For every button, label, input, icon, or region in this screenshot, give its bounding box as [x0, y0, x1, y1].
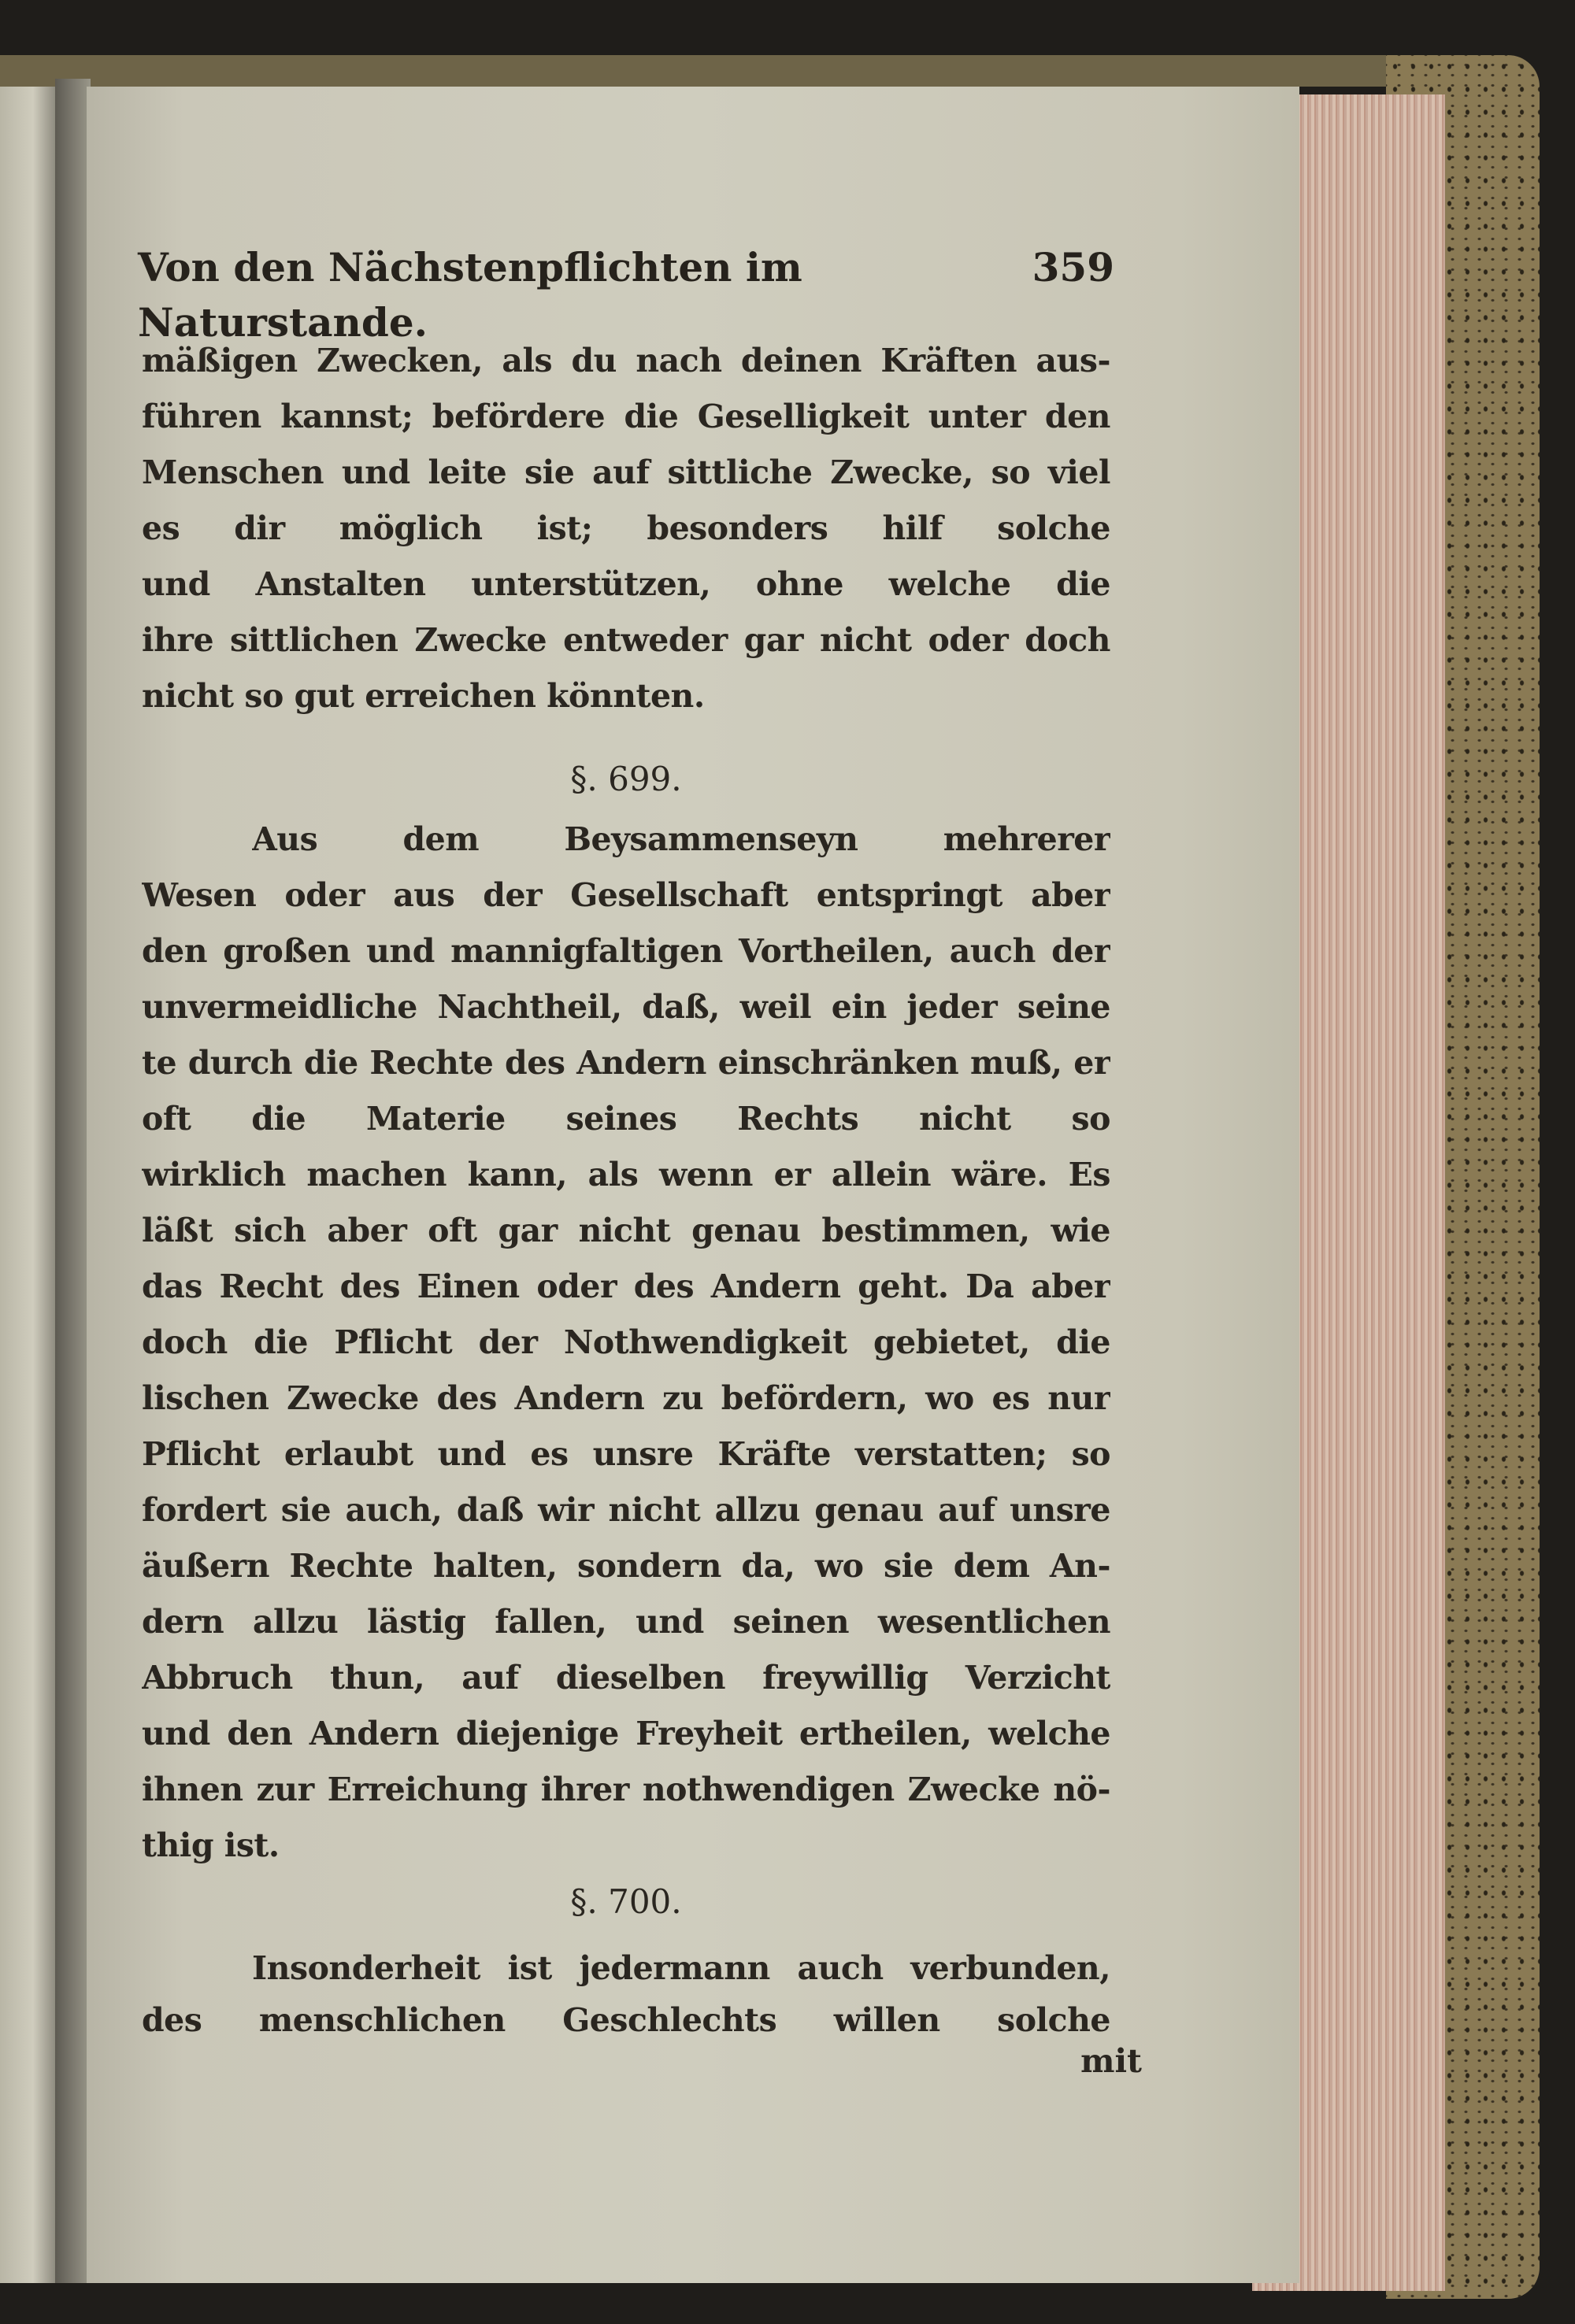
catchword: mit [1080, 2042, 1142, 2080]
text-line: lischen Zwecke des Andern zu befördern, wo es nur [142, 1379, 1110, 1417]
section-heading-699: §. 699. [570, 760, 682, 798]
text-line: den großen und mannigfaltigen Vortheilen, auch der [142, 932, 1110, 970]
text-line: das Recht des Einen oder des Andern geht. Da aber [142, 1267, 1110, 1305]
text-line: läßt sich aber oft gar nicht genau bestimmen, wie [142, 1212, 1110, 1249]
text-line: Aus dem Beysammenseyn mehrerer [252, 820, 1110, 858]
text-line: nicht so gut erreichen könnten. [142, 677, 705, 715]
text-line: oft die Materie seines Rechts nicht so [142, 1100, 1110, 1138]
text-line: Pflicht erlaubt und es unsre Kräfte verstatten; so [142, 1435, 1110, 1473]
running-header [138, 240, 1114, 346]
book-gutter [55, 79, 91, 2283]
section-heading-700: §. 700. [570, 1882, 682, 1921]
text-line: Menschen und leite sie auf sittliche Zwecke, so viel [142, 453, 1110, 491]
text-line: thig ist. [142, 1826, 280, 1864]
text-line: ihre sittlichen Zwecke entweder gar nicht oder doch [142, 621, 1110, 659]
text-line: es dir möglich ist; besonders hilf solche [142, 509, 1110, 547]
text-line: mäßigen Zwecken, als du nach deinen Kräften aus- [142, 342, 1110, 379]
text-line: führen kannst; befördere die Geselligkeit unter den [142, 398, 1110, 435]
text-line: Wesen oder aus der Gesellschaft entspringt aber [142, 876, 1110, 914]
text-line: wirklich machen kann, als wenn er allein wäre. Es [142, 1156, 1110, 1193]
text-line: dern allzu lästig fallen, und seinen wesentlichen [142, 1603, 1110, 1641]
text-line: äußern Rechte halten, sondern da, wo sie dem An- [142, 1547, 1110, 1585]
running-title: Von den Nächstenpflichten im Naturstande. [138, 244, 802, 346]
left-page-edge [0, 87, 55, 2283]
text-line: fordert sie auch, daß wir nicht allzu genau auf unsre [142, 1491, 1110, 1529]
text-line: doch die Pflicht der Nothwendigkeit gebietet, die [142, 1323, 1110, 1361]
text-line: ihnen zur Erreichung ihrer nothwendigen Zwecke nö- [142, 1771, 1110, 1808]
text-line: und Anstalten unterstützen, ohne welche die [142, 565, 1110, 603]
text-line: und den Andern diejenige Freyheit ertheilen, welche [142, 1715, 1110, 1752]
text-line: Abbruch thun, auf dieselben freywillig Verzicht [142, 1659, 1110, 1697]
text-line: Insonderheit ist jedermann auch verbunden, [252, 1949, 1110, 1987]
book-cover-top [0, 55, 1496, 87]
text-line: te durch die Rechte des Andern einschränken muß, er [142, 1044, 1110, 1082]
text-line: unvermeidliche Nachtheil, daß, weil ein jeder seine [142, 988, 1110, 1026]
page-number: 359 [1032, 244, 1114, 290]
text-line: des menschlichen Geschlechts willen solche [142, 2001, 1110, 2039]
